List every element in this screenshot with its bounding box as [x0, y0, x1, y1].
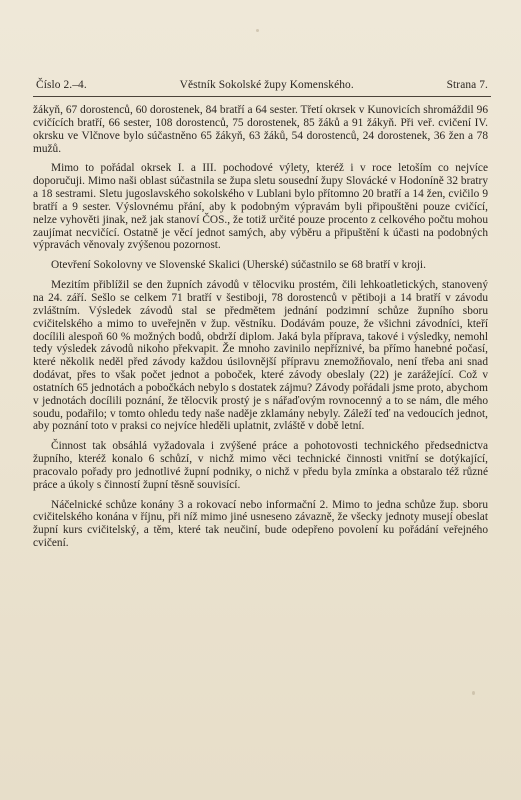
article-body [33, 104, 488, 557]
header-rule [33, 96, 491, 97]
page-number: Strana 7. [446, 79, 488, 91]
paper-speck [256, 29, 259, 32]
paragraph: žákyň, 67 dorostenců, 60 dorostenek, 84 bratří a 64 sester. Třetí okrsek v Kunovicích shromáždil 96 cvičících bratří, 66 sester, 108 dorostenců, 75 dorostenek, 85 žáků a 91 žákyň. Při veř. cvičení IV. okrsku ve Vlčnove bylo súčastněno 65 žákyň, 63 žáků, 54 dorostenců, 24 dorostenek, 36 žen a 78 mužů. [33, 104, 488, 155]
paragraph: Otevření Sokolovny ve Slovenské Skalici (Uherské) súčastnilo se 68 bratří v kroji. [51, 259, 426, 272]
paragraph: Náčelnické schůze konány 3 a rokovací nebo informační 2. Mimo to jedna schůze žup. sboru cvičitelského konána v říjnu, při níž mimo jiné usneseno závazně, že všecky jednoty musejí obeslat župní kurs cvičitelský, a těm, které tak neučiní, bude odepřeno povolení ku pořádání veřejného cvičení. [33, 498, 488, 550]
paragraph: Mimo to pořádal okrsek I. a III. pochodové výlety, kteréž i v roce letoším co nejvíce doporučuji. Mimo naši oblast súčastnila se župa sletu sousední župy Slovácké v Hodoníně 32 bratry a 18 sestrami. Sletu jugoslavského sokolského v Lublani bylo přítomno 20 bratří a 14 žen, cvičilo 9 bratří a 9 sester. Výslovnému přání, aby k podobným výpravám byli připouštěni pouze cvičící, nelze vyhověti jinak, než jak stanoví ČOS., že totiž určité pouze procento z celkového počtu mohou zaujímat necvičící. Ostatně je věcí jednot samých, aby výběru a připuštění k účasti na podobných výpravách věnovaly zvýšenou pozornost. [33, 162, 488, 252]
running-header [36, 79, 488, 91]
issue-number: Číslo 2.–4. [36, 79, 87, 91]
paragraph: Činnost tak obsáhlá vyžadovala i zvýšené práce a pohotovosti technického předsednictva župního, kteréž konalo 6 schůzí, v nichž mimo věci technické činnosti vnitřní se dotýkající, pracovalo pořady pro jednotlivé župní podniky, o nichž v předu byla zmínka a obstaralo též různé práce a úkoly s činností župní těsně souvisící. [33, 440, 488, 491]
journal-title: Věstník Sokolské župy Komenského. [179, 79, 354, 91]
paper-speck [472, 691, 475, 695]
paragraph: Mezitím přiblížil se den župních závodů v tělocviku prostém, čili lehkoatletických, stanovený na 24. září. Sešlo se celkem 71 bratří v šestiboji, 78 dorostenců v pětiboji a 14 bratří v závodu zvláštním. Výsledek závodů stal se předmětem jednání podzimní schůze župního sboru cvičitelského a mimo to uveřejněn v žup. věstníku. Dodávám pouze, že všichni závodníci, kteří docílili alespoň 60 % možných bodů, obdrží diplom. Jaká byla příprava, takové i výsledky, nemohl tedy výsledek závodů nikoho překvapit. Že mnoho zavinilo nepříznivé, ba přímo hanebné počasí, které několik neděl před závody každou úsilovnější přípravu znemožňovalo, není třeba ani snad dodávat, přes to však počet jednot a poboček, které závody obeslaly (22) je zarážející. Což v ostatních 65 jednotách a pobočkách nebylo s dostatek zájmu? Závody pořádali jsme proto, abychom v jednotách docílili poznání, že tělocvik prostý je s nářaďovým rovnocenný a to se nám, dle mého soudu, podařilo; v tomto ohledu tedy naše naděje zklamány nebyly. Záleží teď na vedoucích jednot, aby poznání toto v praksi co nejvíce hleděli uplatnit, zvláště v době letní. [33, 279, 488, 433]
